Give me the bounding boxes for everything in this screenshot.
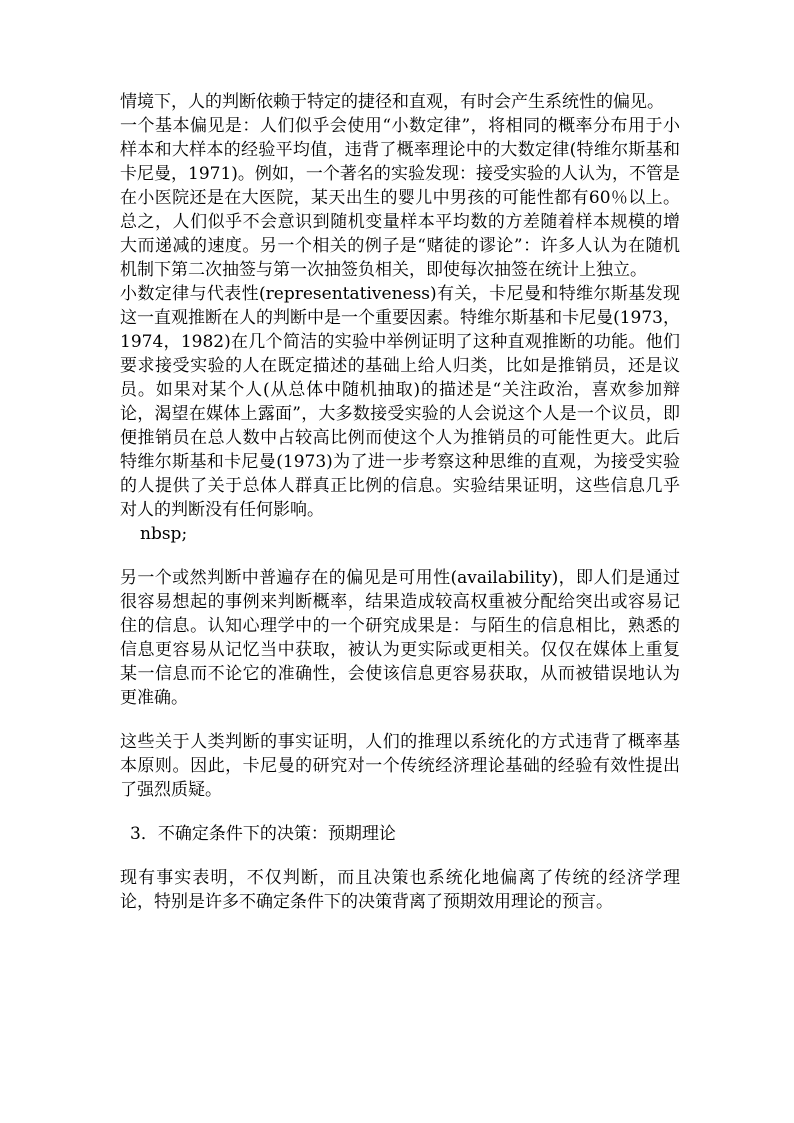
paragraph-representativeness: 小数定律与代表性(representativeness)有关，卡尼曼和特维尔斯基发现这一直观推断在人的判断中是一个重要因素。特维尔斯基和卡尼曼(1973，1974，1982)在几个简洁的实验中举例证明了这种直观推断的功能。他们要求接受实验的人在既定描述的基础上给人归类，比如是推销员，还是议员。如果对某个人(从总体中随机抽取)的描述是“关注政治，喜欢参加辩论，渴望在媒体上露面”，大多数接受实验的人会说这个人是一个议员，即便推销员在总人数中占较高比例而使这个人为推销员的可能性更大。此后特维尔斯基和卡尼曼(1973)为了进一步考察这种思维的直观，为接受实验的人提供了关于总体人群真正比例的信息。实验结果证明，这些信息几乎对人的判断没有任何影响。 <box>120 284 680 520</box>
section-heading: 3．不确定条件下的决策：预期理论 <box>130 824 396 844</box>
spacer <box>120 846 680 866</box>
spacer <box>120 802 680 822</box>
spacer <box>120 546 680 566</box>
paragraph-law-of-small-numbers: 一个基本偏见是：人们似乎会使用“小数定律”，将相同的概率分布用于小样本和大样本的经验平均值，违背了概率理论中的大数定律(特维尔斯基和卡尼曼，1971)。例如，一个著名的实验发现：接受实验的人认为，不管是在小医院还是在大医院，某天出生的婴儿中男孩的可能性都有60％以上。总之，人们似乎不会意识到随机变量样本平均数的方差随着样本规模的增大而递减的速度。另一个相关的例子是“赌徒的谬论”：许多人认为在随机机制下第二次抽签与第一次抽签负相关，即使每次抽签在统计上独立。 <box>120 116 680 280</box>
paragraph-intro: 情境下，人的判断依赖于特定的捷径和直观，有时会产生系统性的偏见。 <box>120 92 664 112</box>
paragraph-prospect-theory: 现有事实表明，不仅判断，而且决策也系统化地偏离了传统的经济学理论，特别是许多不确定条件下的决策背离了预期效用理论的预言。 <box>120 868 680 912</box>
nbsp-artifact: nbsp; <box>140 524 188 544</box>
paragraph-conclusion: 这些关于人类判断的事实证明，人们的推理以系统化的方式违背了概率基本原则。因此，卡尼曼的研究对一个传统经济理论基础的经验有效性提出了强烈质疑。 <box>120 732 680 800</box>
document-page <box>120 90 680 914</box>
spacer <box>120 710 680 730</box>
paragraph-availability: 另一个或然判断中普遍存在的偏见是可用性(availability)，即人们是通过很容易想起的事例来判断概率，结果造成较高权重被分配给突出或容易记住的信息。认知心理学中的一个研究成果是：与陌生的信息相比，熟悉的信息更容易从记忆当中获取，被认为更实际或更相关。仅仅在媒体上重复某一信息而不论它的准确性，会使该信息更容易获取，从而被错误地认为更准确。 <box>120 568 680 708</box>
